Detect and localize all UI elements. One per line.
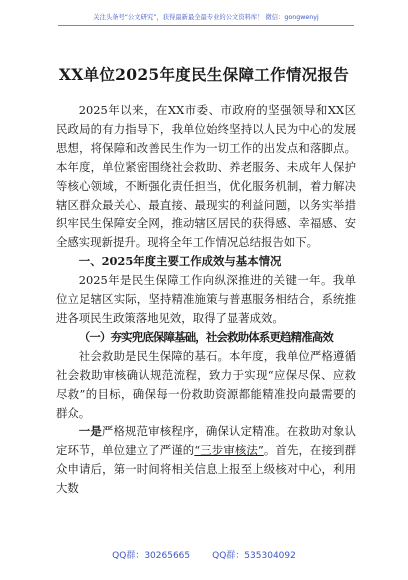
footer-qq-group-1: QQ群：30265665 [112, 551, 191, 561]
footer-qq-group-2: QQ群：535304092 [212, 551, 296, 561]
point-1-paragraph [56, 422, 356, 498]
subsection-1-heading-text: （一）夯实兜底保障基础，社会救助体系更趋精准高效 [78, 329, 333, 344]
point-1-lead: 一是 [78, 424, 102, 439]
header-banner: 关注头条号“公文研究”，获得最新最全最专业的公文资料库！ 微信：gongwenyj [58, 12, 354, 26]
point-1-text-c: 。首先，在接到群众申请后，第一时间将相关信息上报至上级核对中心，利用大数 [56, 443, 356, 496]
document-title: XX单位2025年度民生保障工作情况报告 [58, 65, 350, 84]
intro-paragraph: 2025年以来，在XX市委、市政府的坚强领导和XX区民政局的有力指导下，我单位始终坚持以人民为中心的发展思想，将保障和改善民生作为一切工作的出发点和落脚点。本年度，单位紧密围绕社会救助、养老服务、未成年人保护等核心领域，不断强化责任担当，优化服务机制，着力解决辖区群众最关心、最直接、最现实的利益问题，以务实举措织牢民生保障安全网，推动辖区居民的获得感、幸福感、安全感实现新提升。现将全年工作情况总结报告如下。 [56, 103, 356, 250]
point-1-text-b: “三步审核法” [194, 443, 264, 458]
document-body [56, 101, 356, 498]
section-1-paragraph: 2025年是民生保障工作向纵深推进的关键一年。我单位立足辖区实际，坚持精准施策与普惠服务相结合，系统推进各项民生政策落地见效，取得了显著成效。 [56, 273, 356, 325]
point-1-text-a: 严格规范审核程序，确保认定精准。在救助对象认定环节，单位建立了严谨的 [56, 424, 356, 458]
section-1-heading: 一、2025年度主要工作成效与基本情况 [78, 254, 282, 269]
subsection-1-heading [56, 328, 356, 347]
subsection-1-paragraph: 社会救助是民生保障的基石。本年度，我单位严格遵循社会救助审核确认规范流程，致力于实现“应保尽保、应救尽救”的目标，确保每一份救助资源都能精准投向最需要的群众。 [56, 348, 356, 420]
footer [0, 548, 408, 561]
